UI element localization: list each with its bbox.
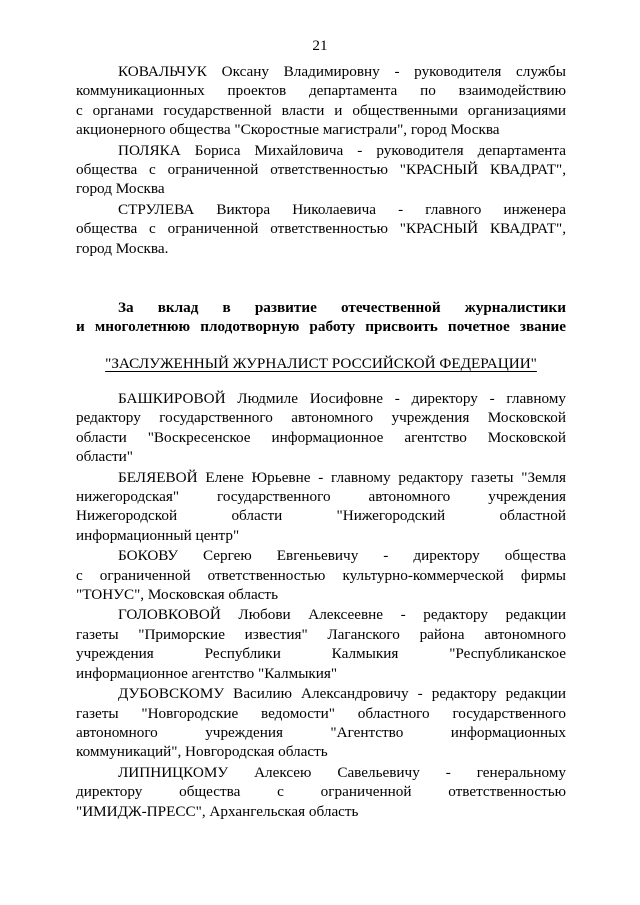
award-heading <box>76 298 566 337</box>
entry-line: с органами государственной власти и общественными организациями <box>76 101 566 119</box>
entry-line: нижегородская" государственного автономного учреждения <box>76 488 566 506</box>
entry-line: СТРУЛЕВА Виктора Николаевича - главного инженера <box>118 200 566 218</box>
award-heading-line-1: За вклад в развитие отечественной журналистики <box>118 299 566 316</box>
entry-line: Нижегородской области "Нижегородский областной <box>76 507 566 525</box>
award-entry <box>76 62 566 140</box>
entry-line: области" <box>76 448 133 466</box>
award-title: "ЗАСЛУЖЕННЫЙ ЖУРНАЛИСТ РОССИЙСКОЙ ФЕДЕРАЦИИ" <box>105 355 537 372</box>
award-entry <box>76 684 566 762</box>
award-entry <box>76 763 566 821</box>
block-1 <box>76 62 566 259</box>
entry-line: коммуникационных проектов департамента по взаимодействию <box>76 82 566 100</box>
entry-line: общества с ограниченной ответственностью "КРАСНЫЙ КВАДРАТ", <box>76 161 566 179</box>
award-entry <box>76 200 566 258</box>
entry-line: с ограниченной ответственностью культурно-коммерческой фирмы <box>76 566 566 584</box>
entry-line: город Москва. <box>76 239 169 257</box>
entry-line: области "Воскресенское информационное агентство Московской <box>76 428 566 446</box>
entry-line: общества с ограниченной ответственностью "КРАСНЫЙ КВАДРАТ", <box>76 220 566 238</box>
entry-line: ГОЛОВКОВОЙ Любови Алексеевне - редактору редакции <box>118 606 566 624</box>
entry-line: акционерного общества "Скоростные магистрали", город Москва <box>76 121 500 139</box>
entry-line: "ИМИДЖ-ПРЕСС", Архангельская область <box>76 802 359 820</box>
entry-line: "ТОНУС", Московская область <box>76 586 278 604</box>
entry-line: директору общества с ограниченной ответственностью <box>76 783 566 801</box>
award-entry <box>76 605 566 683</box>
award-entry <box>76 546 566 604</box>
award-entry <box>76 468 566 546</box>
entry-line: ЛИПНИЦКОМУ Алексею Савельевичу - генеральному <box>118 763 566 781</box>
entry-line: ПОЛЯКА Бориса Михайловича - руководителя департамента <box>118 141 566 159</box>
entry-line: редактору государственного автономного учреждения Московской <box>76 409 566 427</box>
entry-line: город Москва <box>76 180 165 198</box>
entry-line: учреждения Республики Калмыкия "Республиканское <box>76 645 566 663</box>
entry-line: ДУБОВСКОМУ Василию Александровичу - редактору редакции <box>118 685 566 703</box>
entry-line: коммуникаций", Новгородская область <box>76 743 328 761</box>
entry-line: автономного учреждения "Агентство информационных <box>76 723 566 741</box>
entry-line: газеты "Новгородские ведомости" областного государственного <box>76 704 566 722</box>
award-entry <box>76 141 566 199</box>
entry-line: газеты "Приморские известия" Лаганского района автономного <box>76 625 566 643</box>
page-number: 21 <box>312 37 328 54</box>
entry-line: информационное агентство "Калмыкия" <box>76 664 338 682</box>
entry-line: БЕЛЯЕВОЙ Елене Юрьевне - главному редактору газеты "Земля <box>118 468 566 486</box>
award-heading-line-2: и многолетнюю плодотворную работу присвоить почетное звание <box>76 318 566 336</box>
block-2 <box>76 389 566 822</box>
entry-line: БОКОВУ Сергею Евгеньевичу - директору общества <box>118 547 566 565</box>
award-entry <box>76 389 566 467</box>
entry-line: КОВАЛЬЧУК Оксану Владимировну - руководителя службы <box>118 63 566 80</box>
entry-line: БАШКИРОВОЙ Людмиле Иосифовне - директору - главному <box>118 390 566 407</box>
entry-line: информационный центр" <box>76 526 240 544</box>
